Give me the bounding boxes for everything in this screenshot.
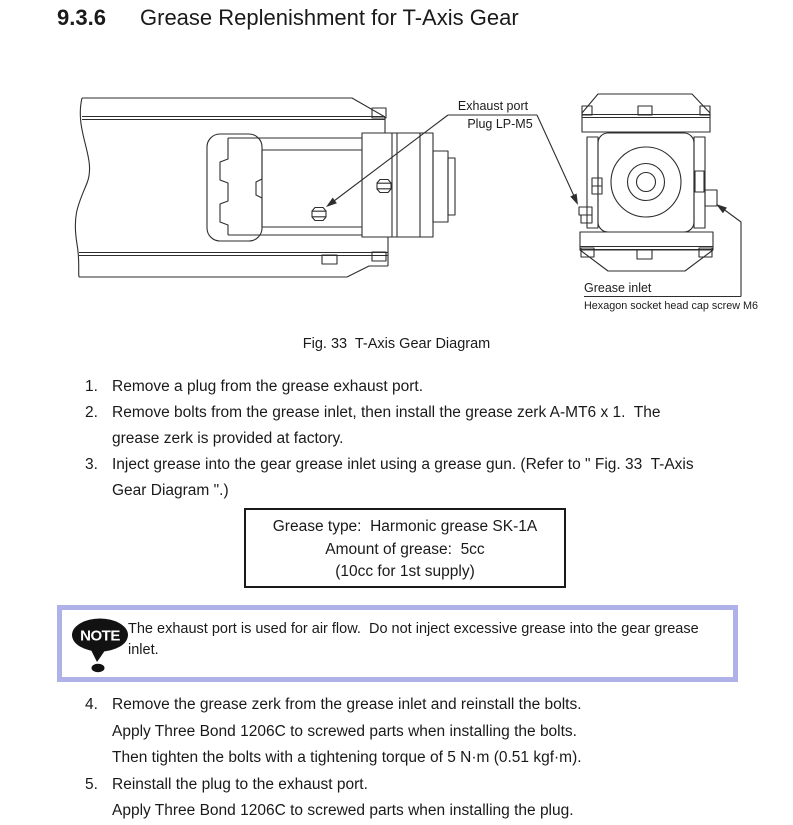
figure-caption: Fig. 33 T-Axis Gear Diagram (302, 336, 491, 352)
note-text-line: inlet. (128, 642, 159, 658)
t-axis-gear-diagram (0, 0, 793, 330)
step-number: 3. (85, 456, 98, 473)
label-exhaust-port: Exhaust port (457, 99, 529, 113)
note-balloon-icon (68, 618, 134, 680)
step-number: 5. (85, 775, 98, 793)
housing-screw-icon (377, 180, 391, 193)
step-text-line: grease zerk is provided at factory. (112, 430, 344, 447)
step-text-line: Reinstall the plug to the exhaust port. (112, 775, 368, 793)
list-item (85, 772, 750, 825)
exhaust-port-screw-icon (312, 208, 326, 221)
label-grease-inlet: Grease inlet (584, 281, 652, 295)
grease-type: Grease type: Harmonic grease SK-1A (272, 518, 538, 535)
grease-amount: Amount of grease: 5cc (325, 540, 485, 558)
list-item (85, 374, 745, 400)
section-number: 9.3.6 (57, 5, 106, 30)
label-plug: Plug LP-M5 (467, 117, 533, 131)
page-title: Grease Replenishment for T-Axis Gear (140, 5, 519, 30)
list-item (85, 692, 750, 772)
step-number: 1. (85, 378, 98, 395)
note-box (57, 605, 738, 682)
label-screw-spec: Hexagon socket head cap screw M6 (584, 300, 759, 312)
front-view-drawing (579, 94, 717, 271)
step-text-line: Apply Three Bond 1206C to screwed parts when installing the plug. (112, 802, 574, 819)
arrowhead-to-plug (570, 194, 578, 206)
side-view-drawing (75, 98, 455, 277)
grease-first-supply: (10cc for 1st supply) (335, 563, 475, 580)
step-text-line: Remove bolts from the grease inlet, then install the grease zerk A-MT6 x 1. The (112, 404, 661, 421)
grease-spec-box (244, 508, 566, 588)
step-number: 2. (85, 404, 98, 421)
step-number: 4. (85, 696, 98, 713)
step-text-line: Apply Three Bond 1206C to screwed parts when installing the bolts. (112, 722, 577, 740)
step-text-line: Remove the grease zerk from the grease inlet and reinstall the bolts. (112, 696, 582, 713)
arrowhead-to-grease-inlet (716, 204, 727, 213)
note-text-line: The exhaust port is used for air flow. Do not inject excessive grease into the gear grease (128, 621, 699, 637)
step-text-line: Remove a plug from the grease exhaust port. (112, 378, 424, 395)
note-badge-label: NOTE (80, 627, 120, 645)
procedure-steps-bottom (85, 692, 750, 825)
list-item (85, 452, 745, 504)
arrowhead-to-exhaust-port (326, 198, 337, 207)
note-text (128, 619, 699, 661)
procedure-steps-top (85, 374, 745, 504)
step-text-line: Gear Diagram ".) (112, 482, 229, 499)
step-text-line: Inject grease into the gear grease inlet using a grease gun. (Refer to " Fig. 33 T-Axis (112, 456, 694, 473)
step-text-line: Then tighten the bolts with a tightening torque of 5 N·m (0.51 kgf·m). (112, 749, 582, 766)
figure-callouts (326, 99, 758, 312)
list-item (85, 400, 745, 452)
